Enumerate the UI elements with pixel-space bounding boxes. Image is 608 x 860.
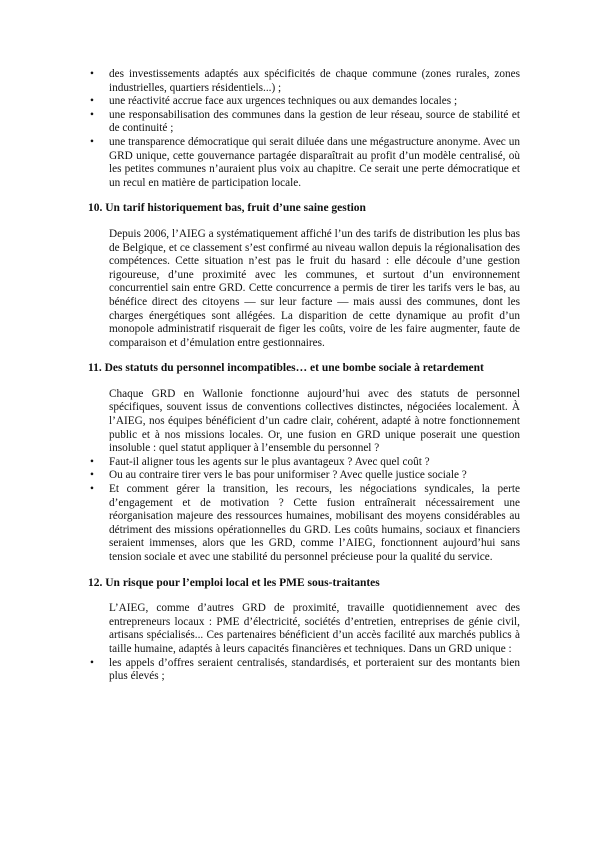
bullet-list-top: [88, 68, 520, 190]
list-item: • Et comment gérer la transition, les recours, les négociations syndicales, la perte d’engagement et de motivation ? Cette fusion entraînerait nécessairement une réorganisation majeure des ressources humaines, mobilisant des moyens considérables au détriment des missions opérationnelles du GRD. Les coûts humains, sociaux et financiers seraient immenses, alors que les GRD, comme l’AIEG, fonctionnent aujourd’hui sans tension sociale et avec une stabilité du personnel précieuse pour la qualité du service.: [88, 483, 520, 565]
section-12-heading: 12. Un risque pour l’emploi local et les PME sous-traitantes: [88, 576, 380, 589]
section-12-bullet-list: [88, 657, 520, 684]
section-12-paragraph: L’AIEG, comme d’autres GRD de proximité, travaille quotidiennement avec des entrepreneurs locaux : PME d’électricité, sociétés d’entretien, entreprises de génie civil, artisans spécialisés... Ces partenaires bénéficient d’un accès facilité aux marchés publics à taille humaine, adaptés à leurs capacités financières et techniques. Dans un GRD unique :: [109, 602, 520, 655]
list-item: • Faut-il aligner tous les agents sur le plus avantageux ? Avec quel coût ?: [88, 456, 520, 470]
list-item: • des investissements adaptés aux spécificités de chaque commune (zones rurales, zones industrielles, quartiers résidentiels...) ;: [88, 68, 520, 95]
list-item: • Ou au contraire tirer vers le bas pour uniformiser ? Avec quelle justice sociale ?: [88, 469, 520, 483]
document-page: [88, 68, 520, 684]
section-10-paragraph: Depuis 2006, l’AIEG a systématiquement affiché l’un des tarifs de distribution les plus bas de Belgique, et ce classement s’est confirmé au niveau wallon depuis la régionalisation des compétences. Cette situation n’est pas le fruit du hasard : elle découle d’une gestion rigoureuse, d’une proximité avec les communes, et surtout d’un environnement concurrentiel sain entre GRD. Cette concurrence a permis de tirer les tarifs vers le bas, au bénéfice direct des citoyens — sur leur facture — mais aussi des communes, dont les charges énergétiques sont allégées. La disparition de cette dynamique au profit d’un monopole administratif risquerait de figer les coûts, voire de les faire augmenter, faute de comparaison et d’émulation entre gestionnaires.: [109, 227, 520, 349]
list-item: • les appels d’offres seraient centralisés, standardisés, et porteraient sur des montants bien plus élevés ;: [88, 657, 520, 684]
section-10-heading: 10. Un tarif historiquement bas, fruit d’une saine gestion: [88, 202, 366, 215]
section-11-paragraph: Chaque GRD en Wallonie fonctionne aujourd’hui avec des statuts de personnel spécifiques, souvent issus de conventions collectives distinctes, négociées localement. À l’AIEG, nos équipes bénéficient d’un cadre clair, cohérent, adapté à notre fonctionnement public et à nos missions locales. Or, une fusion en GRD unique poserait une question insoluble : quel statut appliquer à l’ensemble du personnel ?: [109, 387, 520, 455]
section-11-heading: 11. Des statuts du personnel incompatibles… et une bombe sociale à retardement: [88, 362, 484, 375]
list-item: • une responsabilisation des communes dans la gestion de leur réseau, source de stabilité et de continuité ;: [88, 109, 520, 136]
list-item: • une réactivité accrue face aux urgences techniques ou aux demandes locales ;: [88, 95, 520, 109]
list-item: • une transparence démocratique qui serait diluée dans une mégastructure anonyme. Avec un GRD unique, cette gouvernance partagée disparaîtrait au profit d’un modèle centralisé, où les petites communes n’auraient plus voix au chapitre. Ce serait une perte démocratique et un recul en matière de participation locale.: [88, 136, 520, 190]
section-11-bullet-list: [88, 456, 520, 565]
